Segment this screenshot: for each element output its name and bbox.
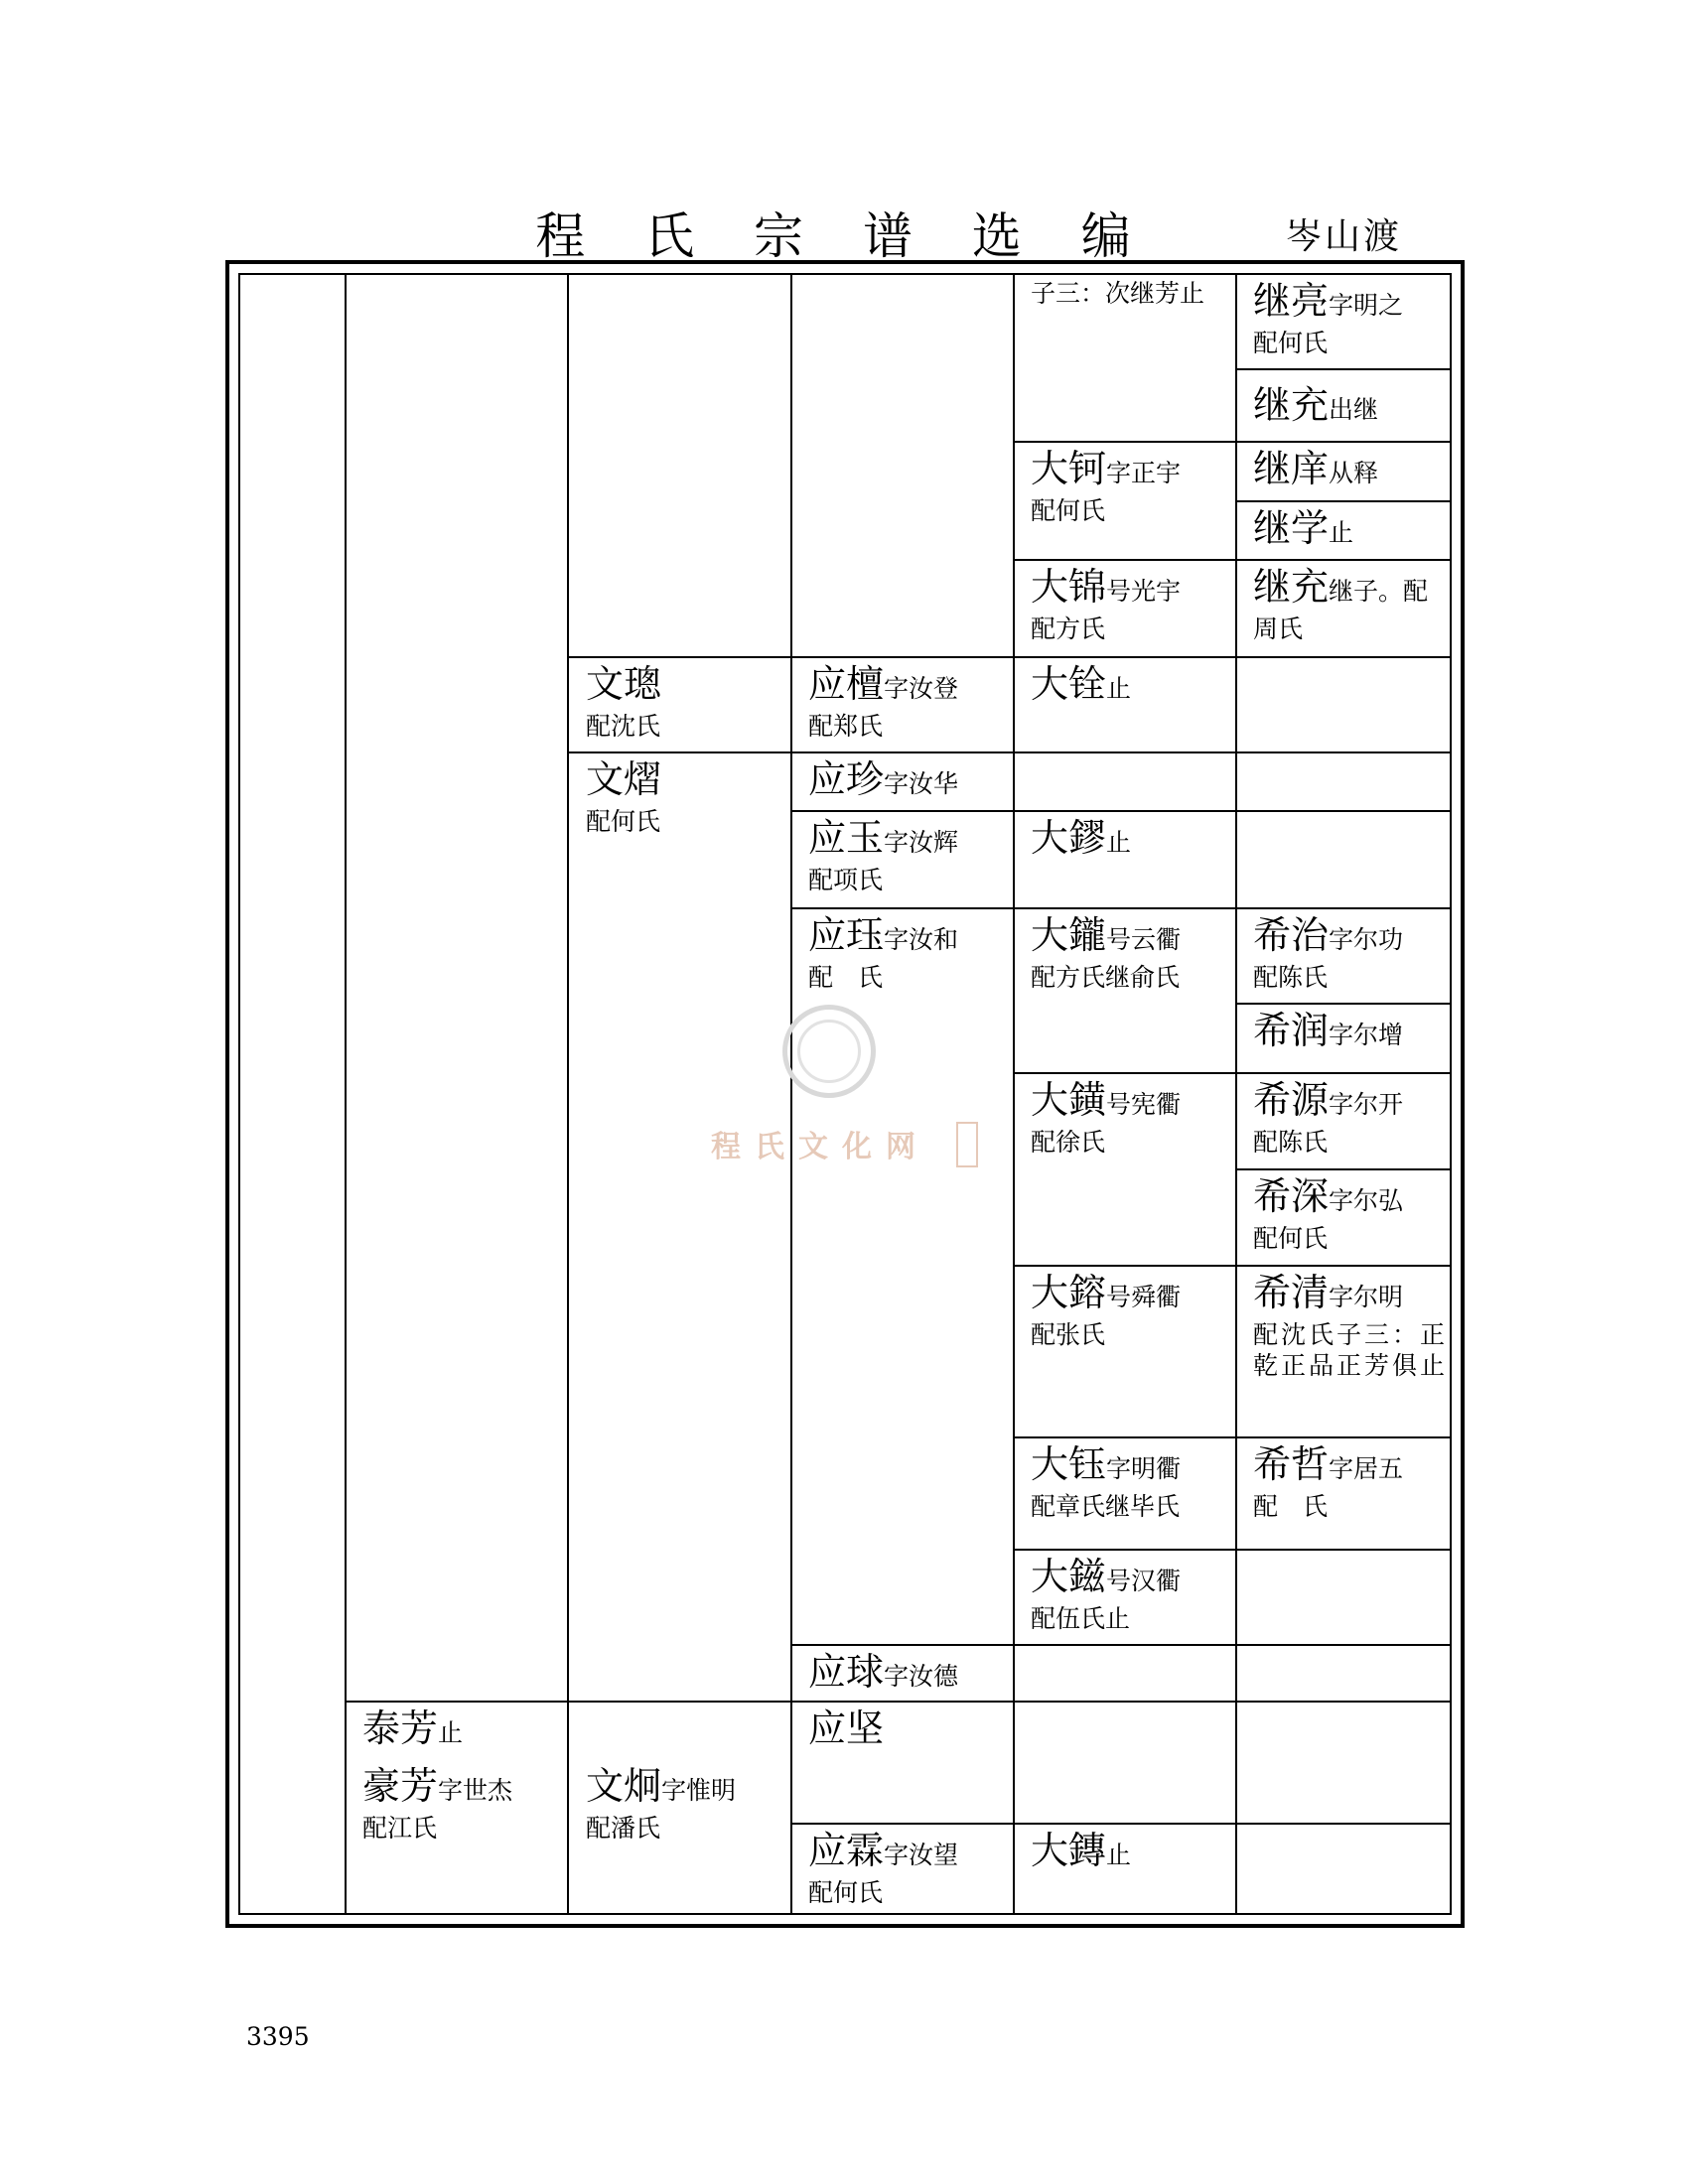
person-name: 文熠 (586, 757, 662, 801)
person-name: 应檀 (808, 662, 885, 706)
person-note: 字尔明 (1329, 1283, 1404, 1311)
spouse-line: 配项氏 (808, 865, 884, 894)
person-note: 字世杰 (438, 1776, 513, 1805)
person-note: 止 (1106, 828, 1132, 857)
person-entry (586, 661, 661, 742)
spouse-line: 配沈氏子三：正乾正品正芳俱止 (1253, 1319, 1449, 1380)
person-entry (1031, 661, 1131, 709)
person-name: 泰芳 (362, 1706, 439, 1750)
row-divider (1235, 1003, 1452, 1005)
person-entry (808, 661, 958, 742)
person-entry (1253, 446, 1378, 493)
row-divider (1235, 368, 1452, 370)
person-note: 字尔开 (1329, 1090, 1404, 1119)
spouse-line: 配江氏 (362, 1813, 438, 1843)
person-name: 大鎡 (1031, 1555, 1107, 1598)
spouse-line: 配 氏 (1253, 1491, 1329, 1521)
person-name: 大铨 (1031, 662, 1107, 706)
person-entry (1031, 1554, 1181, 1634)
row-divider (1013, 1549, 1452, 1551)
row-divider (790, 1823, 1452, 1825)
spouse-line: 配陈氏 (1253, 962, 1329, 992)
person-entry (1031, 564, 1181, 644)
spouse-line: 配伍氏止 (1031, 1603, 1131, 1633)
person-note: 字惟明 (661, 1776, 737, 1805)
person-name: 大鏄 (1031, 1829, 1107, 1872)
page-title: 程 氏 宗 谱 选 编 (535, 207, 1153, 265)
row-divider (1235, 500, 1452, 502)
person-name: 应珍 (808, 757, 885, 801)
person-note: 字明衢 (1106, 1454, 1182, 1483)
person-entry (1031, 1441, 1181, 1522)
column-divider (345, 273, 347, 1915)
person-name: 应珏 (808, 913, 885, 957)
person-note: 号汉衢 (1106, 1567, 1182, 1595)
column-divider (1013, 273, 1015, 1915)
person-note: 字正宇 (1106, 459, 1182, 487)
row-divider (1235, 1168, 1452, 1170)
person-entry (1253, 1270, 1450, 1381)
row-divider (1013, 1072, 1452, 1074)
person-note: 字汝望 (884, 1841, 959, 1869)
person-name: 文璁 (586, 662, 662, 706)
person-name: 希润 (1253, 1009, 1330, 1052)
spouse-line: 配何氏 (1031, 495, 1106, 525)
watermark-stamp (956, 1122, 978, 1167)
spouse-line: 配沈氏 (586, 711, 661, 741)
spouse-line: 配何氏 (808, 1877, 884, 1907)
person-entry (1031, 1270, 1181, 1350)
person-note: 号云衢 (1106, 925, 1182, 954)
spouse-line: 配章氏继毕氏 (1031, 1491, 1181, 1521)
person-entry (1031, 1077, 1181, 1158)
person-note: 字汝登 (884, 674, 959, 703)
person-name: 继充 (1253, 383, 1330, 427)
spouse-line: 配何氏 (1253, 1223, 1329, 1253)
person-note: 出继 (1329, 395, 1379, 424)
person-note: 止 (1329, 518, 1354, 547)
person-entry (1253, 278, 1403, 358)
person-name: 希治 (1253, 913, 1330, 957)
person-name: 豪芳 (362, 1764, 439, 1808)
person-note: 字汝和 (884, 925, 959, 954)
person-note: 号舜衢 (1106, 1283, 1182, 1311)
row-divider (1013, 1265, 1452, 1267)
spouse-line: 周氏 (1253, 614, 1304, 643)
spouse-line: 配方氏继俞氏 (1031, 962, 1181, 992)
person-name: 继庠 (1253, 447, 1330, 490)
spouse-line: 配何氏 (1253, 328, 1329, 357)
person-name: 继学 (1253, 506, 1330, 550)
person-entry (1253, 912, 1403, 993)
person-entry (808, 1649, 958, 1697)
person-name: 大鏐 (1031, 816, 1107, 860)
spouse-line: 配张氏 (1031, 1319, 1106, 1349)
watermark-seal-ring (797, 1020, 861, 1083)
person-name: 大钰 (1031, 1442, 1107, 1486)
person-name: 大钶 (1031, 447, 1107, 490)
person-entry (586, 1763, 736, 1843)
spouse-line: 配 氏 (808, 962, 884, 992)
row-divider (1013, 1436, 1452, 1438)
person-note: 字汝德 (884, 1662, 959, 1691)
person-entry (1253, 1173, 1403, 1254)
person-note: 从释 (1329, 459, 1379, 487)
person-entry (1031, 815, 1131, 863)
person-entry (1253, 1077, 1403, 1158)
person-entry (808, 912, 958, 993)
row-divider (790, 907, 1452, 909)
person-name: 希清 (1253, 1271, 1330, 1314)
row-divider (567, 751, 1452, 753)
row-divider (567, 656, 1452, 658)
person-name: 大鑨 (1031, 913, 1107, 957)
person-note: 字居五 (1329, 1454, 1404, 1483)
person-entry (808, 1828, 958, 1908)
column-divider (567, 273, 569, 1915)
sons-note: 子三：次继芳止 (1031, 279, 1205, 308)
person-note: 止 (1106, 674, 1132, 703)
page-number: 3395 (246, 2022, 310, 2051)
person-note: 号光宇 (1106, 577, 1182, 606)
spouse-line: 配方氏 (1031, 614, 1106, 643)
person-entry (808, 756, 958, 804)
watermark-seal (782, 1005, 876, 1098)
person-note: 号宪衢 (1106, 1090, 1182, 1119)
person-note: 止 (1106, 1841, 1132, 1869)
person-name: 继充 (1253, 565, 1330, 609)
person-note: 继子。配 (1329, 577, 1429, 606)
continuation-note (1031, 278, 1204, 309)
person-name: 应霖 (808, 1829, 885, 1872)
person-note: 字汝辉 (884, 828, 959, 857)
person-entry (1253, 505, 1353, 553)
spouse-line: 配潘氏 (586, 1813, 661, 1843)
person-name: 大锦 (1031, 565, 1107, 609)
row-divider (1013, 559, 1452, 561)
person-note: 字尔弘 (1329, 1186, 1404, 1215)
person-entry (1253, 564, 1428, 644)
person-entry (1031, 912, 1181, 993)
person-name: 希深 (1253, 1174, 1330, 1218)
person-name: 大鎔 (1031, 1271, 1107, 1314)
person-note: 字尔功 (1329, 925, 1404, 954)
person-name: 希源 (1253, 1078, 1330, 1122)
person-name: 希哲 (1253, 1442, 1330, 1486)
person-entry (808, 815, 958, 895)
person-entry (586, 756, 661, 837)
person-name: 继亮 (1253, 279, 1330, 323)
spouse-line: 配何氏 (586, 806, 661, 836)
column-divider (1235, 273, 1237, 1915)
person-entry (1253, 382, 1378, 430)
person-note: 字汝华 (884, 769, 959, 798)
row-divider (1013, 441, 1452, 443)
person-entry (362, 1706, 463, 1753)
person-name: 大鐄 (1031, 1078, 1107, 1122)
person-entry (1031, 1828, 1131, 1875)
spouse-line: 配徐氏 (1031, 1127, 1106, 1157)
person-note: 字明之 (1329, 291, 1404, 320)
person-note: 止 (438, 1718, 464, 1747)
row-divider (345, 1701, 1452, 1703)
person-entry (1253, 1441, 1403, 1522)
person-name: 应球 (808, 1650, 885, 1694)
row-divider (790, 1644, 1452, 1646)
place-name: 岑山渡 (1286, 216, 1403, 257)
person-note: 字尔增 (1329, 1021, 1404, 1049)
person-name: 应坚 (808, 1706, 885, 1750)
person-entry (362, 1763, 512, 1843)
column-divider (790, 273, 792, 1915)
person-name: 文炯 (586, 1764, 662, 1808)
spouse-line: 配陈氏 (1253, 1127, 1329, 1157)
person-entry (1253, 1008, 1403, 1055)
person-entry (808, 1706, 884, 1753)
spouse-line: 配郑氏 (808, 711, 884, 741)
person-name: 应玉 (808, 816, 885, 860)
person-entry (1031, 446, 1181, 526)
watermark-site-name: 程氏文化网 (711, 1130, 929, 1164)
row-divider (790, 810, 1452, 812)
